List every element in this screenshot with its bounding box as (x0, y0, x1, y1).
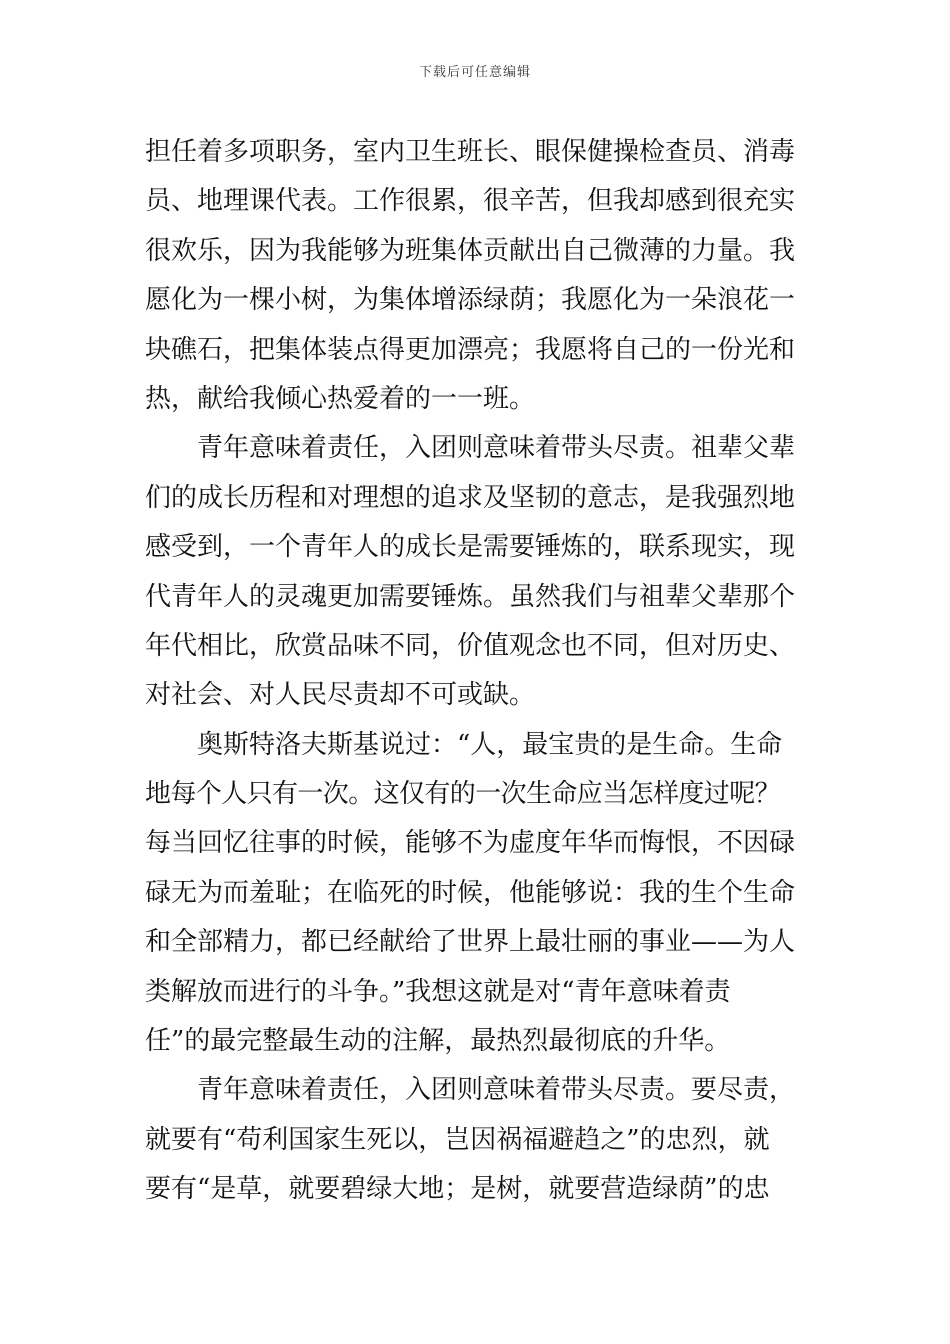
text-line: 地每个人只有一次。这仅有的一次生命应当怎样度过呢？ (145, 779, 781, 810)
text-line: 年代相比，欣赏品味不同，价值观念也不同，但对历史、 (145, 630, 796, 661)
text-line: 担任着多项职务，室内卫生班长、眼保健操检查员、消毒 (145, 137, 796, 167)
text-line: 和全部精力，都已经献给了世界上最壮丽的事业——为人 (145, 927, 796, 958)
document-body (145, 128, 810, 1215)
paragraph-first-line: 青年意味着责任，入团则意味着带头尽责。要尽责， (197, 1075, 796, 1106)
text-line: 热，献给我倾心热爱着的一一班。 (145, 383, 536, 414)
text-line: 类解放而进行的斗争。”我想这就是对“青年意味着责 (145, 976, 731, 1007)
paragraph-first-line: 青年意味着责任，入团则意味着带头尽责。祖辈父辈 (197, 433, 796, 464)
text-line: 碌无为而羞耻；在临死的时候，他能够说：我的生个生命 (145, 877, 796, 908)
text-line: 每当回忆往事的时候，能够不为虚度年华而悔恨，不因碌 (145, 828, 796, 859)
text-line: 任”的最完整最生动的注解，最热烈最彻底的升华。 (145, 1026, 731, 1057)
text-line: 就要有“苟利国家生死以，岂因祸福避趋之”的忠烈，就 (145, 1124, 770, 1155)
text-line: 员、地理课代表。工作很累，很辛苦，但我却感到很充实 (145, 186, 796, 217)
text-line: 代青年人的灵魂更加需要锤炼。虽然我们与祖辈父辈那个 (145, 581, 796, 612)
text-line: 要有“是草，就要碧绿大地；是树，就要营造绿荫”的忠 (145, 1174, 770, 1205)
text-line: 块礁石，把集体装点得更加漂亮；我愿将自己的一份光和 (145, 334, 796, 365)
text-line: 很欢乐，因为我能够为班集体贡献出自己微薄的力量。我 (145, 235, 796, 266)
text-line: 愿化为一棵小树，为集体增添绿荫；我愿化为一朵浪花一 (145, 285, 796, 316)
paragraph-first-line: 奥斯特洛夫斯基说过：“人，最宝贵的是生命。生命 (197, 729, 783, 760)
page-header-note: 下载后可任意编辑 (418, 65, 531, 80)
text-line: 们的成长历程和对理想的追求及坚韧的意志，是我强烈地 (145, 482, 796, 513)
text-line: 感受到，一个青年人的成长是需要锤炼的，联系现实，现 (145, 532, 796, 563)
text-line: 对社会、对人民尽责却不可或缺。 (145, 680, 536, 711)
